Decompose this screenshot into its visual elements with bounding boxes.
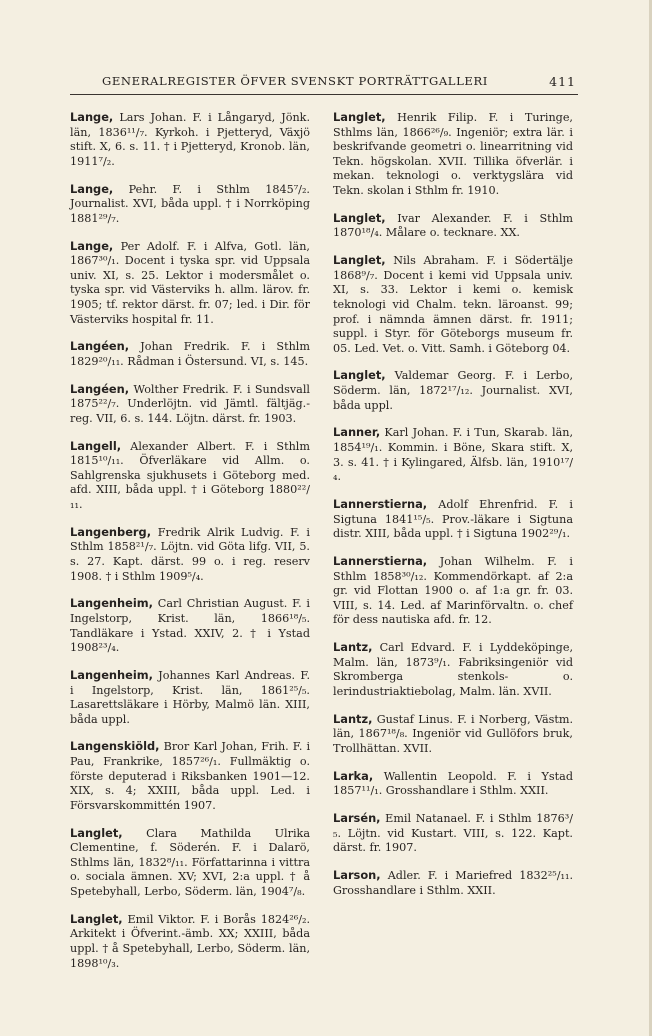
register-entry (70, 382, 310, 427)
entry-surname: Lange, (70, 238, 114, 253)
entry-surname: Langlet, (333, 253, 386, 268)
entry-given-names: Alexander Albert. (130, 439, 236, 453)
entry-given-names: Wallentin Leopold. (383, 769, 497, 783)
entry-given-names: Ivar Alexander. (397, 211, 492, 225)
entry-given-names: Lars Johan. (119, 111, 187, 124)
entry-given-names: Wolther Fredrik. (133, 382, 229, 396)
header-title: GENERALREGISTER ÖFVER SVENSKT PORTRÄTTGALLERI (102, 74, 488, 88)
entry-details: F. i Sthlm 1858²¹/₇. Löjtn. vid Göta lifg. VII, 5. s. 27. Kapt. därst. 99 o. i reg. reserv 1908. † i Sthlm 1909⁵/₄. (70, 525, 310, 583)
entry-details: F. i Ingelstorp, Krist. län, 1861²⁵/₅. Lasarettsläkare i Hörby, Malmö län. XIII, båda uppl. (70, 668, 310, 726)
entry-surname: Lanner, (333, 425, 381, 440)
entry-details: F. i Sthlm 1815¹⁰/₁₁. Öfverläkare vid Allm. o. Sahlgrenska sjukhusets i Göteborg med. afd. XIII, båda uppl. † i Göteborg 1880²²/₁₁. (70, 439, 310, 511)
entry-details: F. i Sthlm 1870¹⁸/₄. Målare o. tecknare. XX. (333, 211, 574, 240)
register-entry (70, 239, 310, 328)
entry-surname: Langenheim, (70, 667, 153, 682)
entry-given-names: Gustaf Linus. (376, 712, 453, 726)
entry-given-names: Karl Johan. (384, 426, 449, 440)
entry-given-names: Emil Natanael. (385, 812, 471, 826)
entry-details: F. i Sigtuna 1841¹⁵/₅. Prov.-läkare i Sigtuna distr. XIII, båda uppl. † i Sigtuna 1902²⁹/₁. (333, 498, 573, 541)
entry-surname: Lange, (70, 181, 114, 196)
entry-surname: Larson, (333, 868, 381, 882)
entry-surname: Lantz, (333, 640, 373, 655)
entry-given-names: Pehr. (128, 182, 158, 196)
entry-given-names: Johan Wilhelm. (439, 554, 535, 568)
entry-surname: Langenheim, (70, 596, 153, 611)
entry-details: F. i Tun, Skarab. län, 1854¹⁹/₁. Kommin. i Böne, Skara stift. X, 3. s. 41. † i Kylingared, Älfsb. län, 1910¹⁷/₄. (333, 426, 574, 484)
entry-given-names: Nils Abraham. (393, 254, 479, 268)
left-column (70, 110, 310, 983)
entry-given-names: Clara Mathilda Ulrika (146, 826, 310, 840)
entry-given-names: Emil Viktor. (127, 912, 196, 926)
entry-surname: Langell, (70, 438, 122, 453)
entry-given-names: Johannes Karl Andreas. (158, 668, 296, 682)
entry-details: F. i Ystad 1857¹¹/₁. Grosshandlare i Sthlm. XXII. (333, 769, 573, 798)
entry-surname: Lange, (70, 110, 114, 124)
register-entry (70, 912, 310, 971)
register-entry (333, 368, 573, 413)
register-entry (70, 668, 310, 727)
entry-given-names: Henrik Filip. (397, 111, 478, 124)
entry-surname: Larka, (333, 768, 374, 783)
header-rule (70, 94, 578, 95)
register-entry (333, 425, 573, 484)
register-entry (333, 868, 573, 898)
entry-details: F. i Ingelstorp, Krist. län, 1866¹⁸/₅. Tandläkare i Ystad. XXIV, 2. † i Ystad 1908²³/₄. (70, 597, 310, 655)
entry-surname: Langéen, (70, 381, 130, 396)
entry-details: F. i Turinge, Sthlms län, 1866²⁶/₉. Ingeniör; extra lär. i beskrifvande geometri o. linearritning vid Tekn. högskolan. XVII. Tillika öfverlär. i mekan. teknologi o. verktygslära vid Tekn. skolan i Sthlm fr. 1910. (333, 111, 573, 197)
entry-given-names: Bror Karl Johan, (163, 740, 258, 754)
entry-surname: Langlet, (333, 368, 386, 383)
register-entry (333, 640, 573, 699)
register-entry (333, 497, 573, 542)
entry-details: F. i Norberg, Västm. län, 1867¹⁸/₈. Ingeniör vid Gullöfors bruk, Trollhättan. XVII. (333, 712, 574, 755)
right-column (333, 110, 573, 910)
entry-given-names: Per Adolf. (120, 239, 180, 253)
register-entry (333, 211, 573, 241)
register-entry (70, 110, 310, 169)
entry-surname: Langenskiöld, (70, 739, 160, 754)
entry-surname: Lannerstierna, (333, 553, 428, 568)
entry-given-names: Carl Edvard. (379, 641, 456, 655)
entry-details: F. i Södertälje 1868⁹/₇. Docent i kemi vid Uppsala univ. XI, s. 33. Lektor i kemi o. kemisk teknologi vid Chalm. tekn. läroanst. 99; prof. i nämnda ämnen därst. fr. 1911; suppl. i Styr. för Göteborgs museum fr. 05. Led. Vet. o. Vitt. Samh. i Göteborg 04. (333, 254, 573, 355)
entry-surname: Lannerstierna, (333, 497, 428, 511)
register-entry (70, 182, 310, 227)
page-number: 411 (549, 74, 576, 89)
entry-given-names: Adler. (387, 869, 421, 882)
entry-surname: Langéen, (70, 339, 130, 354)
entry-details: F. i Alfva, Gotl. län, 1867³⁰/₁. Docent i tyska spr. vid Uppsala univ. XI, s. 25. Lektor i modersmålet o. tyska spr. vid Västerviks h. allm. lärov. fr. 1905; tf. rektor därst. fr. 07; led. i Dir. för Västerviks hospital fr. 11. (70, 239, 310, 326)
entry-details: F. i Lyddeköpinge, Malm. län, 1873⁹/₁. Fabriksingeniör vid Skromberga stenkols- o. lerindustriaktiebolag, Malm. län. XVII. (333, 641, 573, 698)
entry-surname: Langlet, (70, 825, 123, 840)
entry-details: F. i Sundsvall 1875²²/₇. Underlöjtn. vid Jämtl. fältjäg.-reg. VII, 6. s. 144. Löjtn. därst. fr. 1903. (70, 382, 310, 425)
entry-details: Frih. F. i Pau, Frankrike, 1857²⁶/₁. Fullmäktig o. förste deputerad i Riksbanken 1901—12. XIX, s. 4; XXIII, båda uppl. Led. i Försvarskommittén 1907. (70, 740, 311, 812)
register-entry (70, 826, 310, 900)
entry-given-names: Johan Fredrik. (140, 340, 230, 354)
entry-details: F. i Långaryd, Jönk. län, 1836¹¹/₇. Kyrkoh. i Pjetteryd, Växjö stift. X, 6. s. 11. † i Pjetteryd, Kronob. län, 1911⁷/₂. (70, 111, 311, 168)
entry-details: Clementine, f. Söderén. F. i Dalarö, Sthlms län, 1832⁸/₁₁. Författarinna i vittra o. sociala ämnen. XV; XVI, 2:a uppl. † å Spetebyhall, Lerbo, Söderm. län, 1904⁷/₈. (70, 841, 310, 898)
entry-details: F. i Lerbo, Söderm. län, 1872¹⁷/₁₂. Journalist. XVI, båda uppl. (333, 369, 573, 412)
register-entry (70, 739, 310, 813)
register-entry (70, 596, 310, 655)
register-entry (70, 339, 310, 369)
register-entry (333, 769, 573, 799)
entry-details: F. i Sthlm 1876³/₅. Löjtn. vid Kustart. VIII, s. 122. Kapt. därst. fr. 1907. (333, 812, 573, 855)
register-entry (333, 110, 573, 199)
entry-details: F. i Sthlm 1845⁷/₂. Journalist. XVI, båda uppl. † i Norrköping 1881²⁹/₇. (70, 182, 310, 225)
entry-surname: Lantz, (333, 711, 373, 726)
entry-details: F. i Sthlm 1829²⁰/₁₁. Rådman i Östersund. VI, s. 145. (70, 340, 310, 368)
register-entry (70, 439, 310, 513)
register-entry (333, 253, 573, 356)
entry-surname: Langlet, (333, 110, 386, 124)
entry-surname: Langlet, (333, 210, 386, 225)
entry-surname: Langlet, (70, 911, 123, 926)
entry-given-names: Carl Christian August. (157, 597, 288, 611)
entry-details: F. i Sthlm 1858³⁰/₁₂. Kommendörkapt. af 2:a gr. vid Flottan 1900 o. af 1:a gr. fr. 03. VIII, s. 14. Led. af Marinförvaltn. o. chef för dess nautiska afd. fr. 12. (333, 554, 574, 627)
running-header (70, 74, 580, 92)
entry-given-names: Adolf Ehrenfrid. (438, 498, 538, 511)
entry-surname: Larsén, (333, 811, 381, 826)
register-entry (333, 554, 573, 628)
entry-surname: Langenberg, (70, 524, 152, 539)
entry-details: F. i Mariefred 1832²⁵/₁₁. Grosshandlare i Sthlm. XXII. (333, 869, 574, 897)
entry-given-names: Fredrik Alrik Ludvig. (157, 525, 284, 539)
entry-given-names: Valdemar Georg. (394, 369, 496, 383)
register-entry (70, 525, 310, 584)
entry-details: F. i Borås 1824²⁶/₂. Arkitekt i Öfverint.-ämb. XX; XXIII, båda uppl. † å Spetebyhall, Lerbo, Söderm. län, 1898¹⁰/₃. (70, 912, 310, 970)
register-entry (333, 712, 573, 757)
register-entry (333, 811, 573, 856)
